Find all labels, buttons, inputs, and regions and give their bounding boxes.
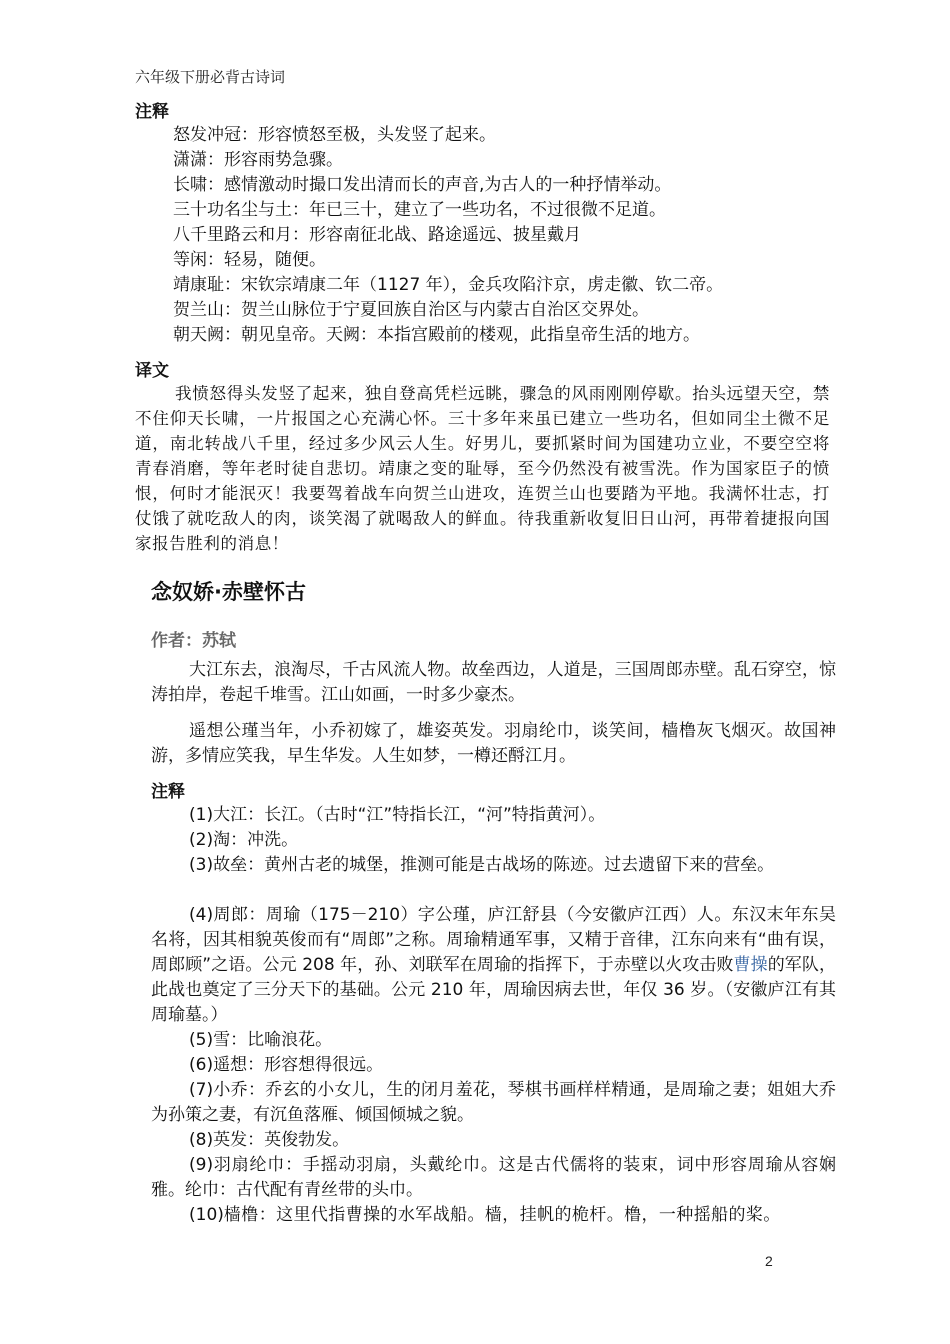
- notes-heading-2: 注释: [151, 782, 185, 802]
- note-item: 靖康耻：宋钦宗靖康二年（1127 年），金兵攻陷汴京，虏走徽、钦二帝。: [173, 275, 724, 295]
- running-header: 六年级下册必背古诗词: [135, 68, 286, 86]
- annotation-text: 的军队，此战也奠定了三分天下的基础。公元 210 年，周瑜因病去世，年仅 36 岁。（安徽庐江有其周瑜墓。）: [151, 955, 837, 1025]
- notes-list: [173, 123, 793, 348]
- annotation-3: [151, 853, 836, 878]
- page-number: 2: [765, 1253, 773, 1269]
- annotation-text: (2)淘：冲洗。: [189, 830, 299, 850]
- note-item: 朝天阙：朝见皇帝。天阙：本指宫殿前的楼观，此指皇帝生活的地方。: [173, 325, 700, 345]
- annotation-4: [151, 903, 836, 1028]
- annotation-6: [151, 1053, 836, 1078]
- annotation-10: [151, 1203, 836, 1228]
- annotation-text: (1)大江：长江。（古时“江”特指长江，“河”特指黄河）。: [189, 805, 606, 825]
- annotation-2: [151, 828, 836, 853]
- poem-author: 作者：苏轼: [151, 631, 236, 651]
- poem-stanza-2: 遥想公瑾当年，小乔初嫁了，雄姿英发。羽扇纶巾，谈笑间，樯橹灰飞烟灭。故国神游，多情应笑我，早生华发。人生如梦，一樽还酹江月。: [151, 721, 836, 766]
- annotation-text: (6)遥想：形容想得很远。: [189, 1055, 384, 1075]
- annotation-7: (7)小乔：乔玄的小女儿，生的闭月羞花，琴棋书画样样精通，是周瑜之妻；姐姐大乔为孙策之妻，有沉鱼落雁、倾国倾城之貌。: [151, 1080, 836, 1125]
- annotation-text: (4)周郎：周瑜（175－210）字公瑾，庐江舒县（今安徽庐江西）人。东汉末年东吴名将，因其相貌英俊而有“周郎”之称。周瑜精通军事，又精于音律，江东向来有“曲有误，周郎顾”之语。公元 208 年，孙、刘联军在周瑜的指挥下，于赤壁以火攻击败: [151, 905, 836, 975]
- annotation-text: (8)英发：英俊勃发。: [189, 1130, 350, 1150]
- annotation-8: [151, 1128, 836, 1153]
- annotation-1: [151, 803, 836, 828]
- cao-cao-link[interactable]: 曹操: [733, 955, 768, 975]
- note-item: 贺兰山：贺兰山脉位于宁夏回族自治区与内蒙古自治区交界处。: [173, 300, 649, 320]
- note-item: 长啸：感情激动时撮口发出清而长的声音,为古人的一种抒情举动。: [173, 175, 672, 195]
- translation-paragraph: 我愤怒得头发竖了起来，独自登高凭栏远眺，骤急的风雨刚刚停歇。抬头远望天空，禁不住仰天长啸，一片报国之心充满心怀。三十多年来虽已建立一些功名，但如同尘土微不足道，南北转战八千里，经过多少风云人生。好男儿，要抓紧时间为国建功立业，不要空空将青春消磨，等年老时徒自悲切。靖康之变的耻辱，至今仍然没有被雪洗。作为国家臣子的愤恨，何时才能泯灭！我要驾着战车向贺兰山进攻，连贺兰山也要踏为平地。我满怀壮志，打仗饿了就吃敌人的肉，谈笑渴了就喝敌人的鲜血。待我重新收复旧日山河，再带着捷报向国家报告胜利的消息！: [135, 384, 830, 553]
- note-item: 怒发冲冠：形容愤怒至极，头发竖了起来。: [173, 125, 496, 145]
- note-item: 八千里路云和月：形容南征北战、路途遥远、披星戴月: [173, 225, 581, 245]
- note-item: 等闲：轻易，随便。: [173, 250, 326, 270]
- translation-heading: 译文: [135, 361, 169, 381]
- notes-heading: 注释: [135, 102, 169, 122]
- annotation-text: (5)雪：比喻浪花。: [189, 1030, 333, 1050]
- annotation-5: [151, 1028, 836, 1053]
- annotation-9: (9)羽扇纶巾：手摇动羽扇，头戴纶巾。这是古代儒将的装束，词中形容周瑜从容娴雅。纶巾：古代配有青丝带的头巾。: [151, 1155, 836, 1200]
- annotation-number: (10): [189, 1205, 224, 1225]
- note-item: 潇潇：形容雨势急骤。: [173, 150, 343, 170]
- annotation-text: 樯橹：这里代指曹操的水军战船。樯，挂帆的桅杆。橹，一种摇船的桨。: [223, 1205, 781, 1225]
- poem-title: 念奴娇·赤壁怀古: [151, 580, 306, 604]
- annotation-text: (3)故垒：黄州古老的城堡，推测可能是古战场的陈迹。过去遗留下来的营垒。: [189, 855, 775, 875]
- poem-stanza-1: 大江东去，浪淘尽，千古风流人物。故垒西边，人道是，三国周郎赤壁。乱石穿空，惊涛拍岸，卷起千堆雪。江山如画，一时多少豪杰。: [151, 660, 836, 705]
- note-item: 三十功名尘与土：年已三十，建立了一些功名，不过很微不足道。: [173, 200, 666, 220]
